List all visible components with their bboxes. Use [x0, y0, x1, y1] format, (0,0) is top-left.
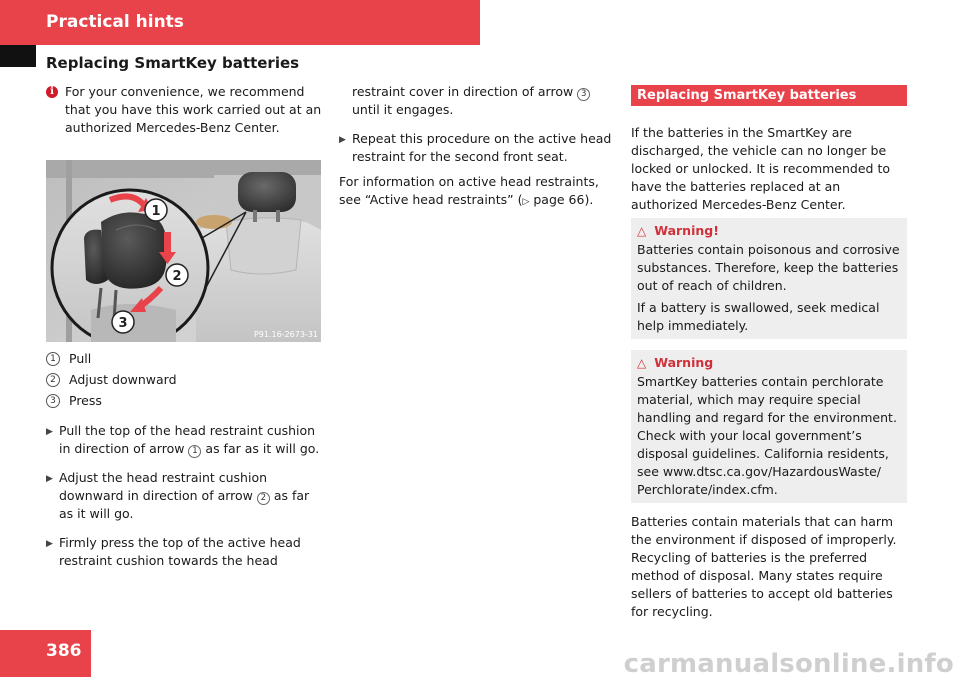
- step-text: Repeat this procedure on the active head restraint for the second front seat.: [352, 131, 612, 164]
- legend-label: Pull: [69, 350, 92, 366]
- intro-paragraph: If the batteries in the SmartKey are discharged, the vehicle can no longer be locked or unlocked. It is recommended to have the batteries replaced at an authorized Mercedes-Benz Center.: [631, 125, 890, 212]
- figure-legend: [46, 348, 322, 411]
- arrow-right-icon: ▶: [46, 539, 53, 549]
- warning-title: △ Warning!: [637, 223, 719, 238]
- page-subtitle: Replacing SmartKey batteries: [46, 54, 300, 72]
- cross-reference: For information on active head restraints, see “Active head restraints” (▷ page 66).: [339, 174, 599, 207]
- number-badge: 2: [257, 492, 270, 505]
- warning-triangle-icon: △: [637, 356, 647, 370]
- head-restraint-illustration: [46, 160, 321, 342]
- outro-paragraph: Batteries contain materials that can harm the environment if disposed of improperly. Recycling of batteries is the preferred method of disposal. Many states require sellers of batteries to accept old batteries for recycling.: [631, 514, 897, 619]
- info-note-text: For your convenience, we recommend that you have this work carried out at an authorized Mercedes-Benz Center.: [65, 84, 322, 135]
- warning-text: Batteries contain poisonous and corrosive substances. Therefore, keep the batteries out of reach of children.: [637, 242, 900, 293]
- warning-text: SmartKey batteries contain perchlorate material, which may require special handling and regard for the environment. Check with your local government’s disposal guidelines. California residents, see www.dtsc.ca.gov/HazardousWaste/ Perchlorate/index.cfm.: [637, 374, 897, 497]
- legend-label: Adjust downward: [69, 371, 177, 387]
- number-badge: 2: [46, 373, 60, 387]
- right-column: [631, 83, 907, 621]
- step-continuation: restraint cover in direction of arrow 3 until it engages.: [339, 83, 615, 119]
- warning-triangle-icon: △: [637, 224, 647, 238]
- warning-box: [631, 350, 907, 503]
- warning-box: [631, 218, 907, 339]
- figure-code: P91.16-2673-31: [253, 330, 318, 339]
- svg-text:3: 3: [118, 316, 128, 331]
- page-ref-arrow-icon: ▷: [522, 197, 530, 207]
- watermark: carmanualsonline.info: [623, 649, 954, 679]
- legend-label: Press: [69, 392, 102, 408]
- legend-item: [46, 390, 322, 411]
- info-note: [46, 83, 322, 137]
- page-number: 386: [46, 641, 82, 661]
- step-text: Firmly press the top of the active head restraint cushion towards the head: [59, 535, 301, 568]
- warning-text: If a battery is swallowed, seek medical help immediately.: [637, 300, 880, 333]
- number-badge: 3: [46, 394, 60, 408]
- legend-item: [46, 369, 322, 390]
- arrow-right-icon: ▶: [46, 427, 53, 437]
- page-number-tab: [0, 630, 91, 677]
- number-badge: 3: [577, 88, 590, 101]
- middle-column: [339, 83, 615, 211]
- step-item: [46, 469, 322, 523]
- head-restraint-figure: [46, 160, 321, 342]
- warning-title: △ Warning: [637, 355, 714, 370]
- info-icon: i: [46, 86, 58, 98]
- svg-text:1: 1: [151, 204, 161, 219]
- number-badge: 1: [188, 445, 201, 458]
- step-text: Adjust the head restraint cushion downward in direction of arrow 2 as far as it will go.: [59, 470, 310, 521]
- header-tab-marker: [0, 45, 36, 67]
- step-item: [46, 534, 322, 570]
- arrow-right-icon: ▶: [46, 474, 53, 484]
- section-header: [0, 0, 480, 45]
- legend-item: [46, 348, 322, 369]
- left-column: [46, 83, 322, 570]
- arrow-right-icon: ▶: [339, 135, 346, 145]
- svg-text:2: 2: [172, 269, 182, 284]
- number-badge: 1: [46, 352, 60, 366]
- step-item: [46, 422, 322, 458]
- step-text: Pull the top of the head restraint cushion in direction of arrow 1 as far as it will go.: [59, 423, 320, 456]
- step-item: [339, 130, 615, 166]
- section-title: Practical hints: [46, 12, 184, 32]
- section-heading: Replacing SmartKey batteries: [631, 85, 907, 106]
